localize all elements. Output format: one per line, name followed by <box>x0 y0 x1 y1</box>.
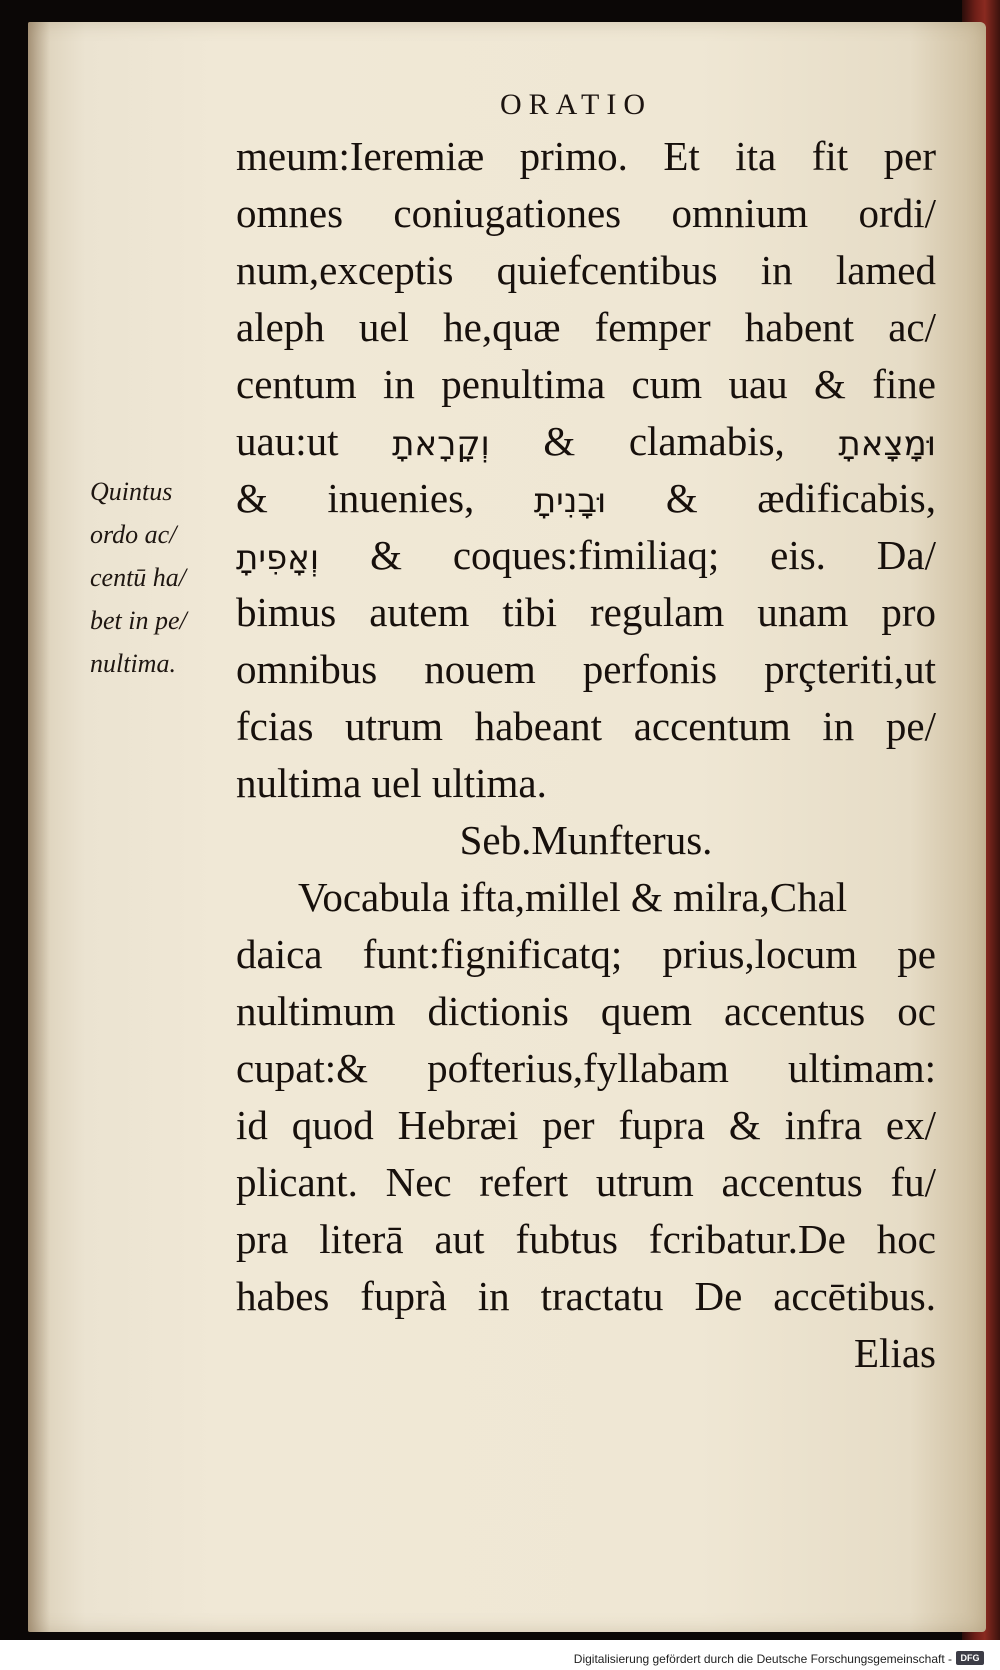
text-line-with-hebrew <box>236 470 936 527</box>
text-line: fcias utrum habeant accentum in pe/ <box>236 703 936 749</box>
body-text <box>236 128 936 1382</box>
marginal-note <box>90 470 220 685</box>
text-line: pra literā aut fubtus fcribatur.De hoc <box>236 1216 936 1262</box>
marginal-line: Quintus <box>90 477 173 506</box>
hebrew-word: וְאָפִיתָ <box>236 538 320 578</box>
text-line: plicant. Nec refert utrum accentus fu/ <box>236 1159 936 1205</box>
latin-text: & ædificabis, <box>665 475 936 521</box>
dfg-logo: DFG <box>956 1651 984 1665</box>
latin-text: uau:ut <box>236 418 339 464</box>
text-line: cupat:& pofterius,fyllabam ultimam: <box>236 1045 936 1091</box>
text-line: omnibus nouem perfonis prçteriti,ut <box>236 646 936 692</box>
text-line: meum:Ieremiæ primo. Et ita fit per <box>236 133 936 179</box>
text-line: id quod Hebræi per fupra & infra ex/ <box>236 1102 936 1148</box>
running-head: ORATIO <box>500 88 652 121</box>
hebrew-word: וּבָנִיתָ <box>533 481 607 521</box>
latin-text: & coques:fimiliaq; eis. Da/ <box>370 532 936 578</box>
marginal-line: ordo ac/ <box>90 520 177 549</box>
text-line: aleph uel he,quæ femper habent ac/ <box>236 304 936 350</box>
text-line: num,exceptis quiefcentibus in lamed <box>236 247 936 293</box>
text-line-with-hebrew <box>236 413 936 470</box>
text-line: centum in penultima cum uau & fine <box>236 361 936 407</box>
latin-text: & inuenies, <box>236 475 475 521</box>
text-line: nultimum dictionis quem accentus oc <box>236 988 936 1034</box>
latin-text: & clamabis, <box>543 418 785 464</box>
text-line-with-hebrew <box>236 527 936 584</box>
text-line: nultima uel ultima. <box>236 760 547 806</box>
marginal-line: bet in pe/ <box>90 606 187 635</box>
section-heading: Seb.Munfterus. <box>459 817 713 863</box>
text-line: Vocabula ifta,millel & milra,Chal <box>298 874 848 920</box>
text-line: daica funt:fignificatq; prius,locum pe <box>236 931 936 977</box>
text-line: omnes coniugationes omnium ordi/ <box>236 190 936 236</box>
text-line: habes fuprà in tractatu De accētibus. <box>236 1273 936 1319</box>
marginal-line: nultima. <box>90 649 176 678</box>
hebrew-word: וּמָצָאתָ <box>838 424 936 464</box>
gutter-shadow <box>28 22 50 1632</box>
marginal-line: centū ha/ <box>90 563 187 592</box>
footer-credit: Digitalisierung gefördert durch die Deutsche Forschungsgemeinschaft - <box>573 1652 952 1666</box>
catchword: Elias <box>854 1330 936 1376</box>
hebrew-word: וְקָרָאתָ <box>392 424 490 464</box>
text-line: bimus autem tibi regulam unam pro <box>236 589 936 635</box>
